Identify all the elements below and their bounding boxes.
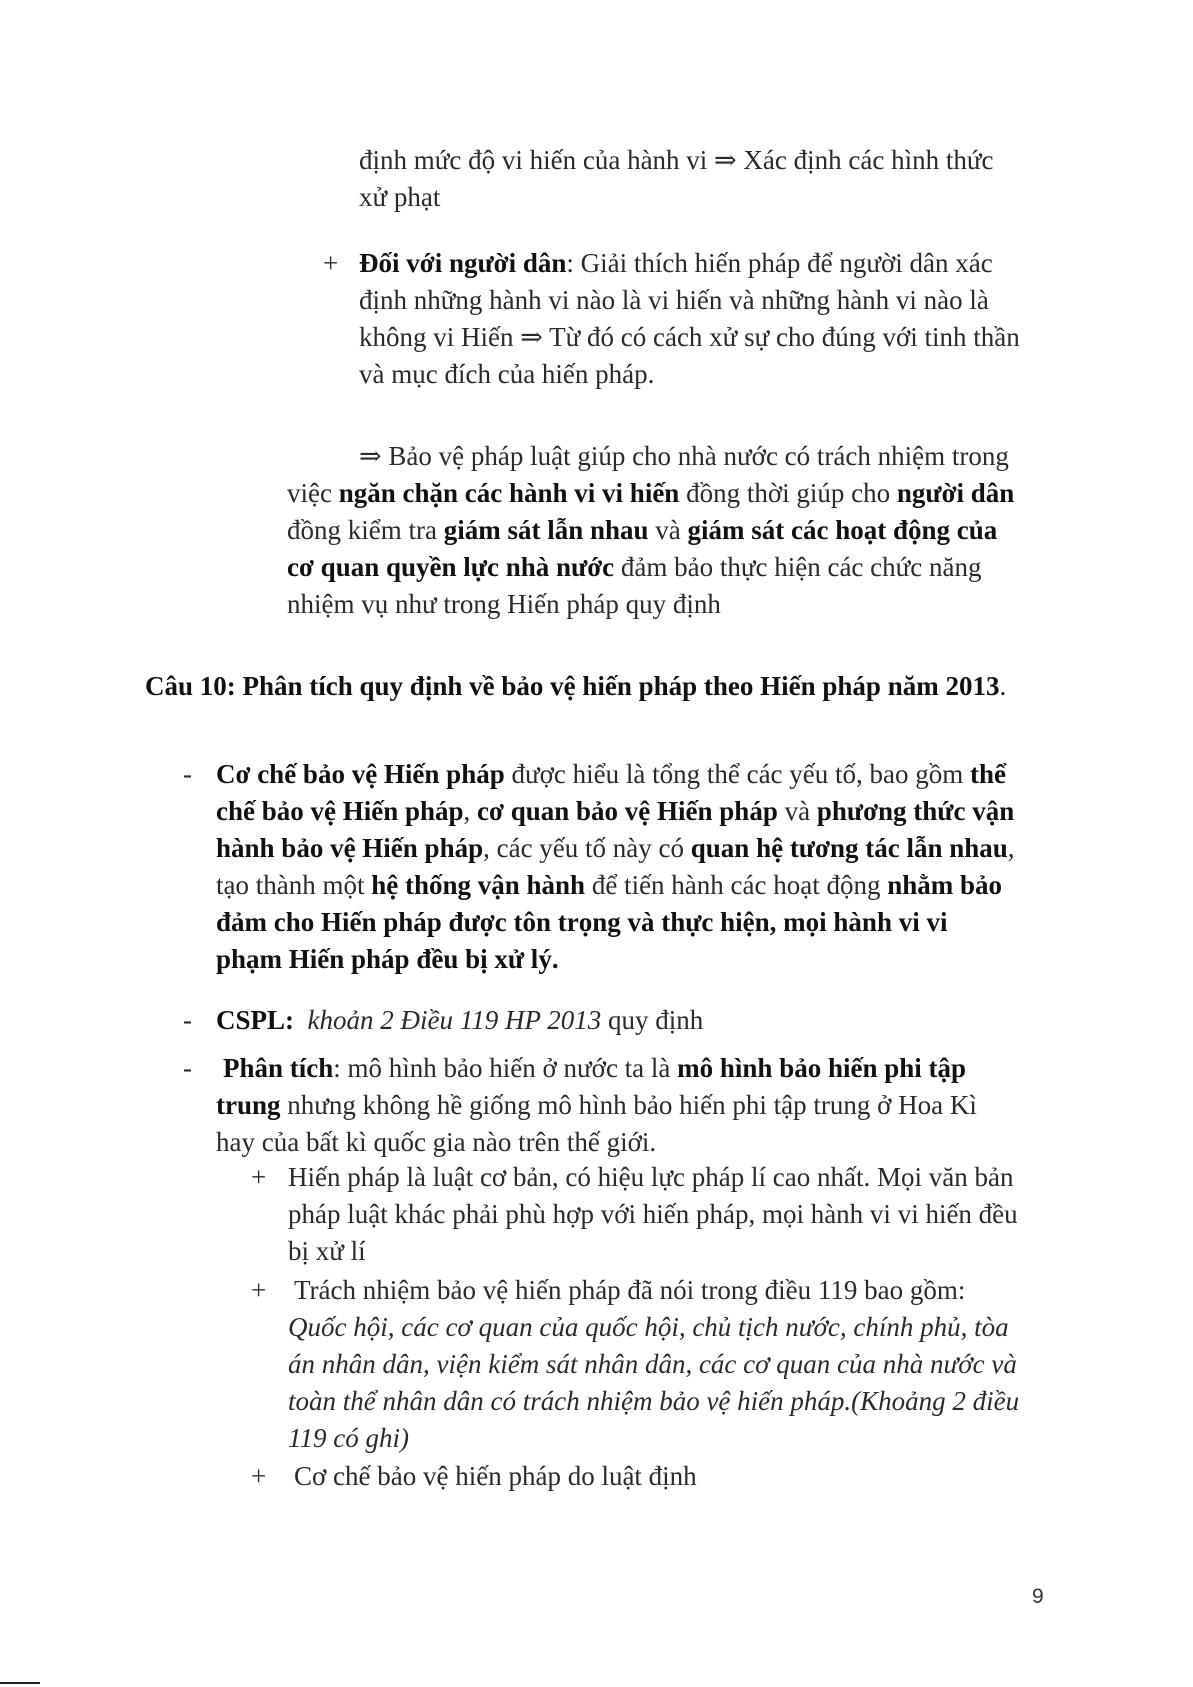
text-run: tạo thành một <box>216 870 372 900</box>
bold-term: hành bảo vệ Hiến pháp <box>216 833 484 863</box>
mechanism-item <box>216 756 1015 978</box>
text-run: đảm bảo thực hiện các chức năng <box>614 552 982 582</box>
bold-term: thể <box>970 759 1007 789</box>
bold-term: người dân <box>896 478 1015 508</box>
bold-term: ngăn chặn các hành vi vi hiến <box>338 478 680 508</box>
text-run: được hiểu là tổng thể các yếu tố, bao gồm <box>504 759 971 789</box>
text-run: để tiến hành các hoạt động <box>585 870 888 900</box>
bold-term: mô hình bảo hiến phi tập <box>677 1053 967 1083</box>
text-run: và <box>777 796 817 826</box>
text-line: không vi Hiến ⇒ Từ đó có cách xử sự cho đúng với tinh thần <box>359 322 1020 352</box>
heading-text: Câu 10: Phân tích quy định về bảo vệ hiến pháp theo Hiến pháp năm 2013 <box>145 671 1000 701</box>
bold-term: cơ quan bảo vệ Hiến pháp <box>477 796 778 826</box>
sub-bullet-supreme-law <box>288 1159 1018 1270</box>
text-line: án nhân dân, viện kiểm sát nhân dân, các cơ quan của nhà nước và <box>288 1349 1017 1379</box>
bold-term: Cơ chế bảo vệ Hiến pháp <box>216 759 505 789</box>
text-run: , các yếu tố này có <box>483 833 691 863</box>
text-run: : Giải thích hiến pháp để người dân xác <box>566 248 993 278</box>
text-line <box>287 512 1014 549</box>
text-run: quy định <box>601 1005 704 1035</box>
bold-term: cơ quan quyền lực nhà nước <box>287 552 615 582</box>
italic-citation: khoản 2 Điều 119 HP 2013 <box>307 1005 602 1035</box>
text-run: : mô hình bảo hiến ở nước ta là <box>333 1053 678 1083</box>
bold-term: chế bảo vệ Hiến pháp <box>216 796 464 826</box>
text-line: Trách nhiệm bảo vệ hiến pháp đã nói trong điều 119 bao gồm: <box>294 1275 966 1305</box>
dash-marker: - <box>183 759 192 789</box>
text-line: nhiệm vụ như trong Hiến pháp quy định <box>287 589 721 619</box>
plus-marker: + <box>323 248 339 278</box>
bold-term: hệ thống vận hành <box>371 870 586 900</box>
bold-term: giám sát lẫn nhau <box>443 515 649 545</box>
heading-period: . <box>999 671 1007 701</box>
bold-term: quan hệ tương tác lẫn nhau <box>690 833 1008 863</box>
text-line <box>359 245 1020 282</box>
text-line <box>216 1050 977 1087</box>
page-number: 9 <box>1032 1585 1044 1608</box>
text-line: Quốc hội, các cơ quan của quốc hội, chủ tịch nước, chính phủ, tòa <box>288 1312 1009 1342</box>
text-line: ⇒ Bảo vệ pháp luật giúp cho nhà nước có trách nhiệm trong <box>359 441 1009 471</box>
text-line: xử phạt <box>359 182 441 212</box>
text-run: đồng kiểm tra <box>287 515 444 545</box>
text-run: đồng thời giúp cho <box>679 478 897 508</box>
plus-marker: + <box>251 1461 267 1491</box>
text-line <box>287 475 1014 512</box>
footer-rule <box>0 1682 40 1684</box>
text-line <box>216 793 1015 830</box>
text-line <box>216 830 1015 867</box>
bold-term: Phân tích <box>223 1053 334 1083</box>
text-line: pháp luật khác phải phù hợp với hiến pháp, mọi hành vi vi hiến đều <box>288 1199 1018 1229</box>
dash-marker: - <box>183 1005 192 1035</box>
legal-basis-item <box>216 1002 703 1039</box>
text-line: phạm Hiến pháp đều bị xử lý. <box>216 944 559 974</box>
text-line <box>216 1002 703 1039</box>
text-line: Hiến pháp là luật cơ bản, có hiệu lực pháp lí cao nhất. Mọi văn bản <box>288 1162 1014 1192</box>
bold-term: trung <box>216 1090 281 1120</box>
bold-term: phương thức vận <box>816 796 1015 826</box>
text-run: việc <box>287 478 339 508</box>
sub-bullet-responsibility <box>288 1272 1019 1457</box>
bold-term: giám sát các hoạt động của <box>687 515 998 545</box>
text-run: và <box>648 515 688 545</box>
analysis-item <box>216 1050 977 1161</box>
text-line: hay của bất kì quốc gia nào trên thế giới. <box>216 1127 657 1157</box>
continuation-paragraph <box>359 142 993 216</box>
text-line: định mức độ vi hiến của hành vi ⇒ Xác định các hình thức <box>359 145 994 175</box>
dash-marker: - <box>183 1053 192 1083</box>
text-line: 119 có ghi) <box>288 1423 409 1453</box>
question-heading <box>145 668 1006 705</box>
text-line: bị xử lí <box>288 1236 366 1266</box>
text-line: và mục đích của hiến pháp. <box>359 359 655 389</box>
text-run: nhưng không hề giống mô hình bảo hiến phi tập trung ở Hoa Kì <box>280 1090 977 1120</box>
plus-marker: + <box>251 1162 267 1192</box>
text-line <box>216 756 1015 793</box>
bold-term: CSPL: <box>216 1005 295 1035</box>
text-line: đảm cho Hiến pháp được tôn trọng và thực hiện, mọi hành vi vi <box>216 907 948 937</box>
text-line <box>216 1087 977 1124</box>
text-run: , <box>1007 833 1015 863</box>
bold-term: Đối với người dân <box>359 248 567 278</box>
sub-bullet-mechanism-by-law <box>288 1458 697 1495</box>
citizen-paragraph <box>359 245 1020 393</box>
conclusion-paragraph <box>287 438 1014 623</box>
bold-term: nhằm bảo <box>887 870 1003 900</box>
text-line: định những hành vi nào là vi hiến và những hành vi nào là <box>359 285 989 315</box>
text-run: , <box>463 796 478 826</box>
text-line <box>216 867 1015 904</box>
text-line: toàn thể nhân dân có trách nhiệm bảo vệ hiến pháp.(Khoảng 2 điều <box>288 1386 1020 1416</box>
text-line <box>287 549 1014 586</box>
plus-marker: + <box>251 1275 267 1305</box>
text-line: Cơ chế bảo vệ hiến pháp do luật định <box>294 1461 697 1491</box>
